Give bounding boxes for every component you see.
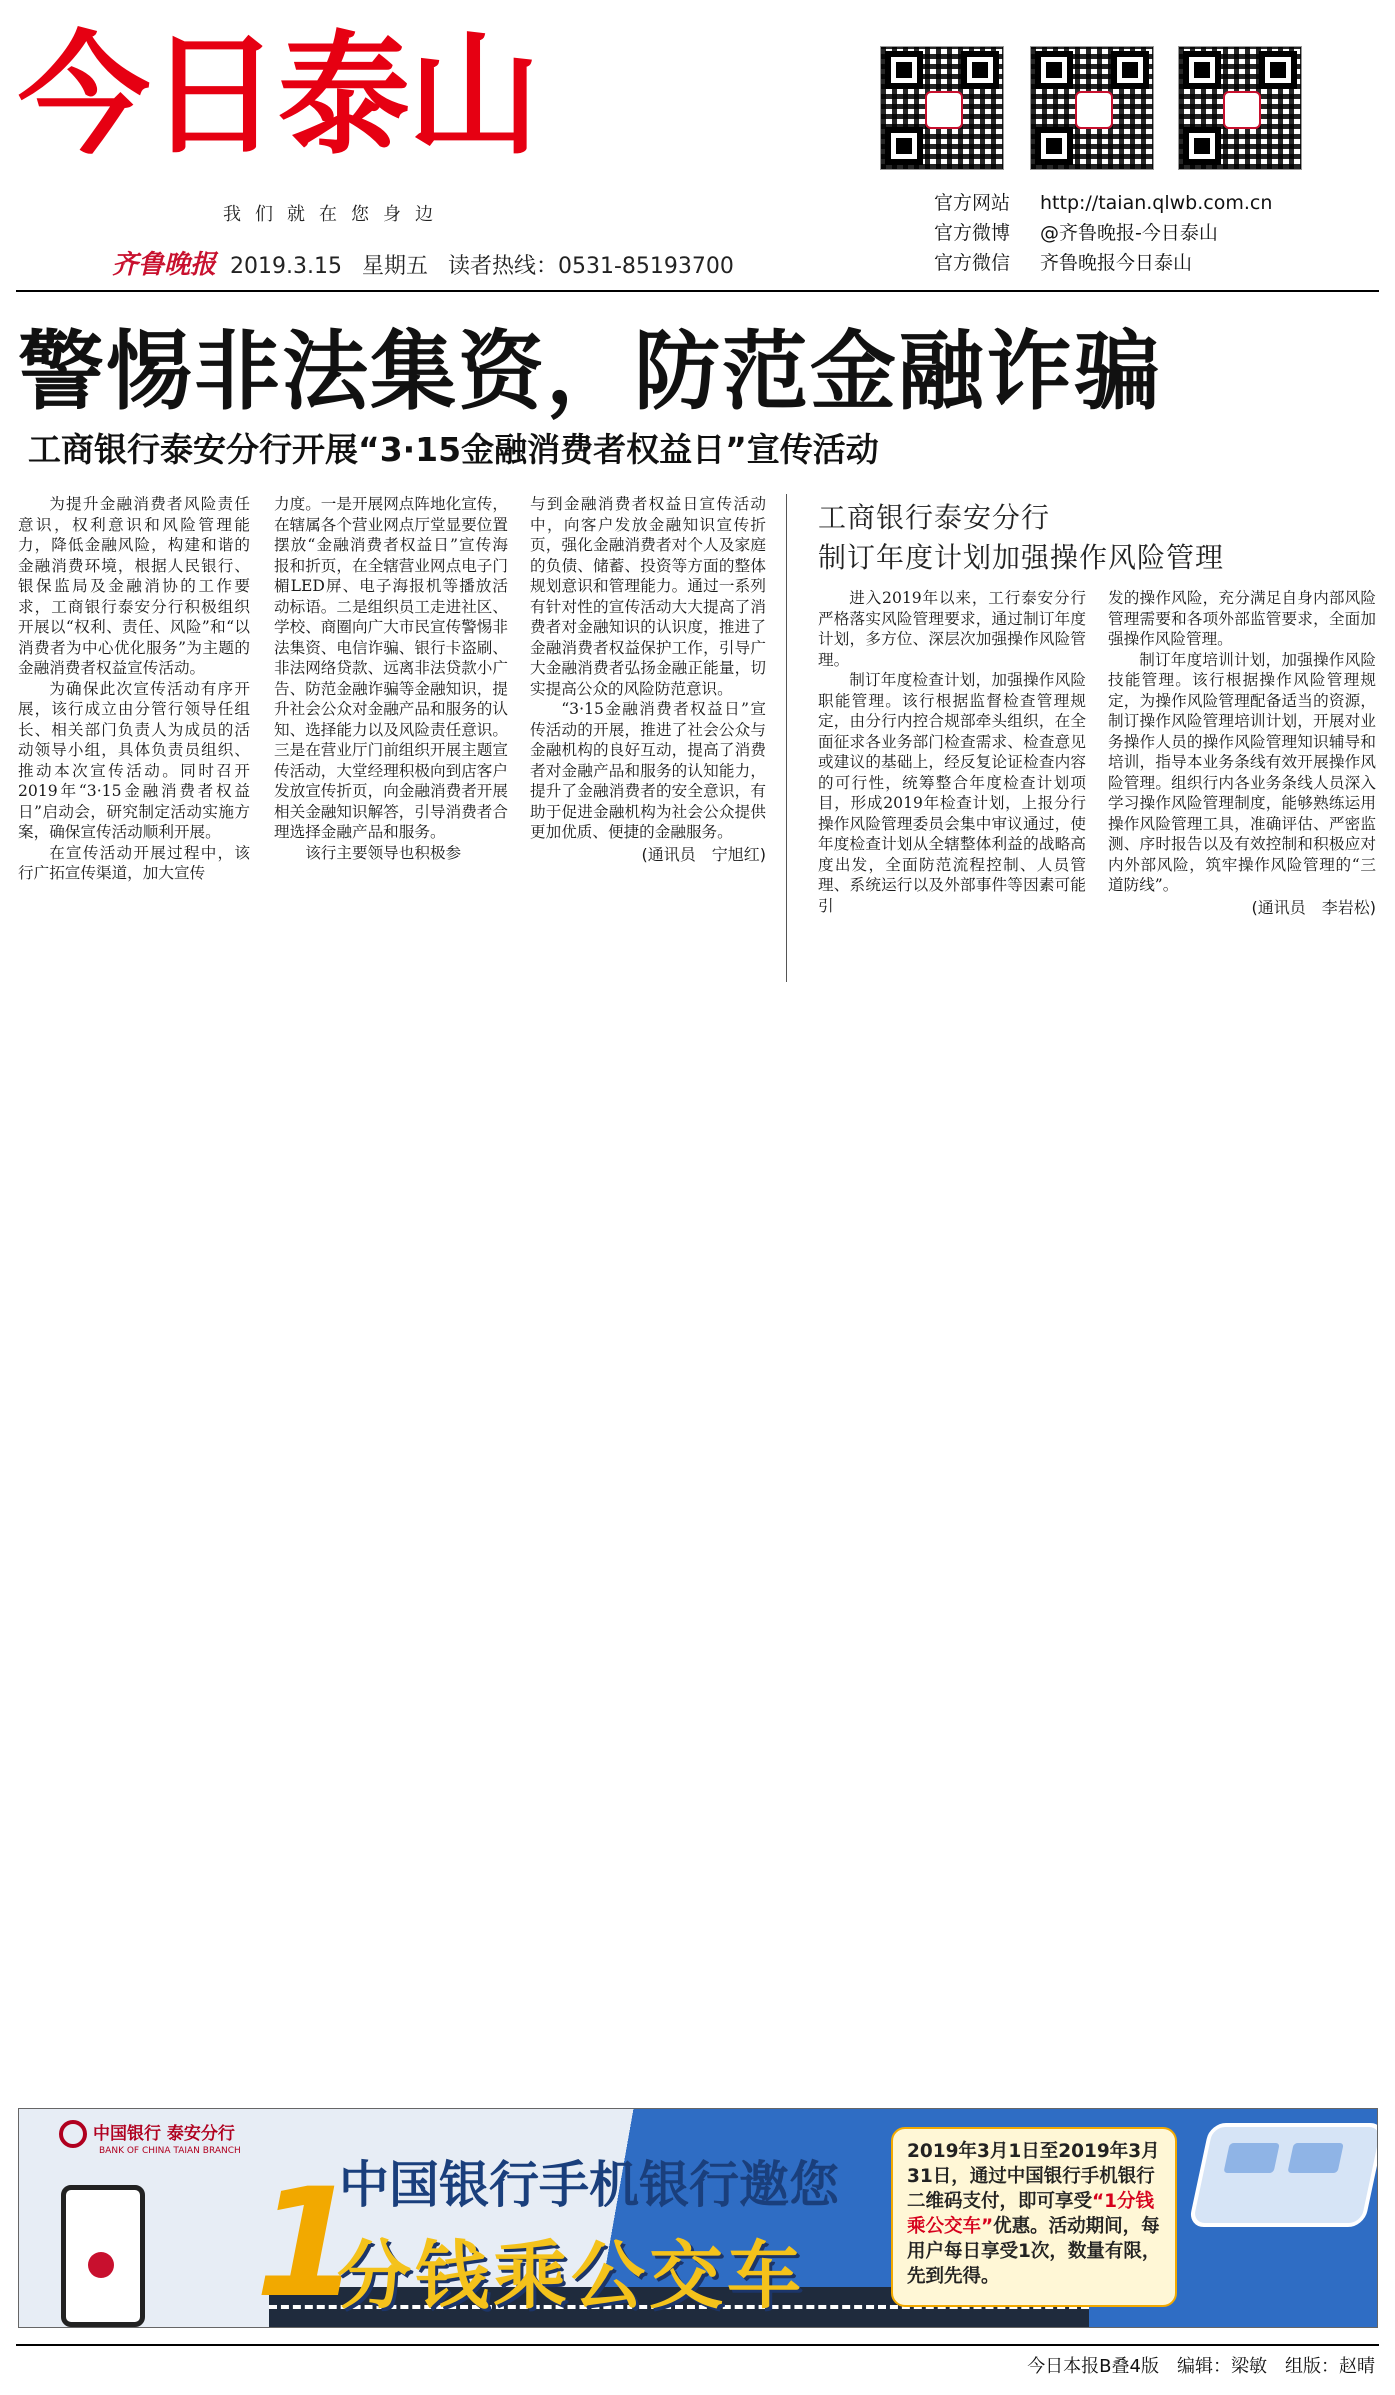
- bank-advertisement[interactable]: [18, 2108, 1378, 2328]
- paragraph: 为确保此次宣传活动有序开展，该行成立由分管行领导任组长、相关部门负责人为成员的活动领导小组，具体负责员组织、推动本次宣传活动。同时召开2019年“3·15金融消费者权益日”启动会，研究制定活动实施方案，确保宣传活动顺利开展。: [18, 679, 250, 841]
- qr-code-weibo-icon: [1030, 46, 1154, 170]
- masthead-divider: [16, 290, 1379, 292]
- reader-hotline: 读者热线：0531-85193700: [448, 254, 734, 279]
- article-column-3: [530, 494, 766, 865]
- qr-code-wechat-icon: [1178, 46, 1302, 170]
- bank-of-china-icon: [59, 2120, 87, 2148]
- side-article-title-2: 制订年度计划加强操作风险管理: [818, 541, 1225, 574]
- mobile-phone-icon: [61, 2185, 145, 2327]
- footer-issue: 今日本报B叠4版: [1027, 2356, 1159, 2377]
- article-headline: 警惕非法集资，防范金融诈骗: [18, 322, 1162, 422]
- bank-logo: 中国银行 泰安分行 BANK OF CHINA TAIAN BRANCH: [59, 2119, 241, 2156]
- masthead-info-line: [112, 244, 754, 281]
- side-article-column-2: [1108, 588, 1376, 918]
- paragraph: 为提升金融消费者风险责任意识，权利意识和风险管理能力，降低金融风险，构建和谐的金融消费环境，根据人民银行、银保监局及金融消协的工作要求，工商银行泰安分行积极组织开展以“权利、责任、风险”和“以消费者为中心优化服务”为主题的金融消费者权益宣传活动。: [18, 495, 250, 677]
- footer-editor: 编辑：梁敏: [1177, 2356, 1267, 2377]
- issue-weekday: 星期五: [361, 254, 428, 279]
- contact-wechat: 官方微信 齐鲁晚报今日泰山: [934, 252, 1193, 274]
- paragraph: 进入2019年以来，工行泰安分行严格落实风险管理要求，通过制订年度计划，多方位、深层次加强操作风险管理。: [818, 589, 1086, 669]
- paragraph: 发的操作风险，充分满足自身内部风险管理需要和各项外部监管要求，全面加强操作风险管理。: [1108, 589, 1376, 648]
- contact-website: 官方网站 http://taian.qlwb.com.cn: [934, 192, 1273, 214]
- footer-divider: [16, 2344, 1379, 2346]
- masthead-slogan: 我们就在您身边: [223, 204, 447, 225]
- side-article-byline: (通讯员 李岩松): [1251, 897, 1376, 917]
- footer-layout: 组版：赵晴: [1285, 2356, 1375, 2377]
- ad-title-line-1: 中国银行手机银行邀您: [339, 2156, 839, 2214]
- paragraph: “3·15金融消费者权益日”宣传活动的开展，推进了社会公众与金融机构的良好互动，提高了消费者对金融产品和服务的认知能力，提升了金融消费者的安全意识，有助于促进金融机构为社会公众提供更加优质、便捷的金融服务。: [530, 700, 766, 841]
- side-article-title-1: 工商银行泰安分行: [818, 501, 1051, 534]
- side-article-column-1: [818, 588, 1086, 916]
- page-footer: [1009, 2352, 1375, 2378]
- article-byline: (通讯员 宁旭红): [641, 844, 766, 864]
- paragraph: 力度。一是开展网点阵地化宣传，在辖属各个营业网点厅堂显要位置摆放“金融消费者权益日”宣传海报和折页，在全辖营业网点电子门楣LED屏、电子海报机等播放活动标语。二是组织员工走进社区、学校、商圈向广大市民宣传警惕非法集资、电信诈骗、银行卡盗刷、非法网络贷款、远离非法贷款小广告、防范金融诈骗等金融知识，提升社会公众对金融产品和服务的认知、选择能力以及风险责任意识。三是在营业厅门前组织开展主题宣传活动，大堂经理积极向到店客户发放宣传折页，向金融消费者开展相关金融知识解答，引导消费者合理选择金融产品和服务。: [274, 495, 508, 841]
- article-subhead: 工商银行泰安分行开展“3·15金融消费者权益日”宣传活动: [28, 430, 879, 469]
- contact-weibo: 官方微博 @齐鲁晚报-今日泰山: [934, 222, 1218, 244]
- issue-date: 2019.3.15: [230, 254, 342, 279]
- column-divider: [786, 494, 787, 982]
- masthead-title: 今日泰山: [18, 19, 538, 173]
- ad-big-number: 1: [255, 2157, 360, 2328]
- article-column-1: [18, 494, 250, 884]
- ad-title-line-2: 分钱乘公交车: [337, 2233, 805, 2319]
- paragraph: 制订年度培训计划，加强操作风险技能管理。该行根据操作风险管理规定，为操作风险管理配备适当的资源，制订操作风险管理培训计划，开展对业务操作人员的操作风险管理知识辅导和培训，指导本业务条线有效开展操作风险管理。组织行内各业务条线人员深入学习操作风险管理制度，能够熟练运用操作风险管理工具，准确评估、严密监测、序时报告以及有效控制和积极应对内外部风险，筑牢操作风险管理的“三道防线”。: [1108, 650, 1376, 894]
- bus-icon: [1188, 2123, 1378, 2227]
- qr-code-website-icon: [880, 46, 1004, 170]
- paragraph: 在宣传活动开展过程中，该行广拓宣传渠道，加大宣传: [18, 843, 250, 882]
- paragraph: 制订年度检查计划，加强操作风险职能管理。该行根据监督检查管理规定，由分行内控合规部牵头组织，在全面征求各业务部门检查需求、检查意见或建议的基础上，经反复论证检查内容的可行性，统筹整合年度检查计划项目，形成2019年检查计划，上报分行操作风险管理委员会集中审议通过，使年度检查计划从全辖整体利益的战略高度出发，全面防范流程控制、人员管理、系统运行以及外部事件等因素可能引: [818, 671, 1086, 915]
- paragraph: 与到金融消费者权益日宣传活动中，向客户发放金融知识宣传折页，强化金融消费者对个人及家庭的负债、储蓄、投资等方面的整体规划意识和管理能力。通过一系列有针对性的宣传活动大大提高了消费者对金融知识的认识度，推进了金融消费者权益保护工作，引导广大金融消费者弘扬金融正能量，切实提高公众的风险防范意识。: [530, 495, 766, 698]
- paragraph: 该行主要领导也积极参: [305, 843, 462, 862]
- ad-promo-details: 2019年3月1日至2019年3月31日，通过中国银行手机银行二维码支付，即可享受“1分钱乘公交车”优惠。活动期间，每用户每日享受1次，数量有限，先到先得。: [891, 2127, 1177, 2307]
- brand-logo: 齐鲁晚报: [112, 250, 217, 280]
- article-column-2: [274, 494, 508, 863]
